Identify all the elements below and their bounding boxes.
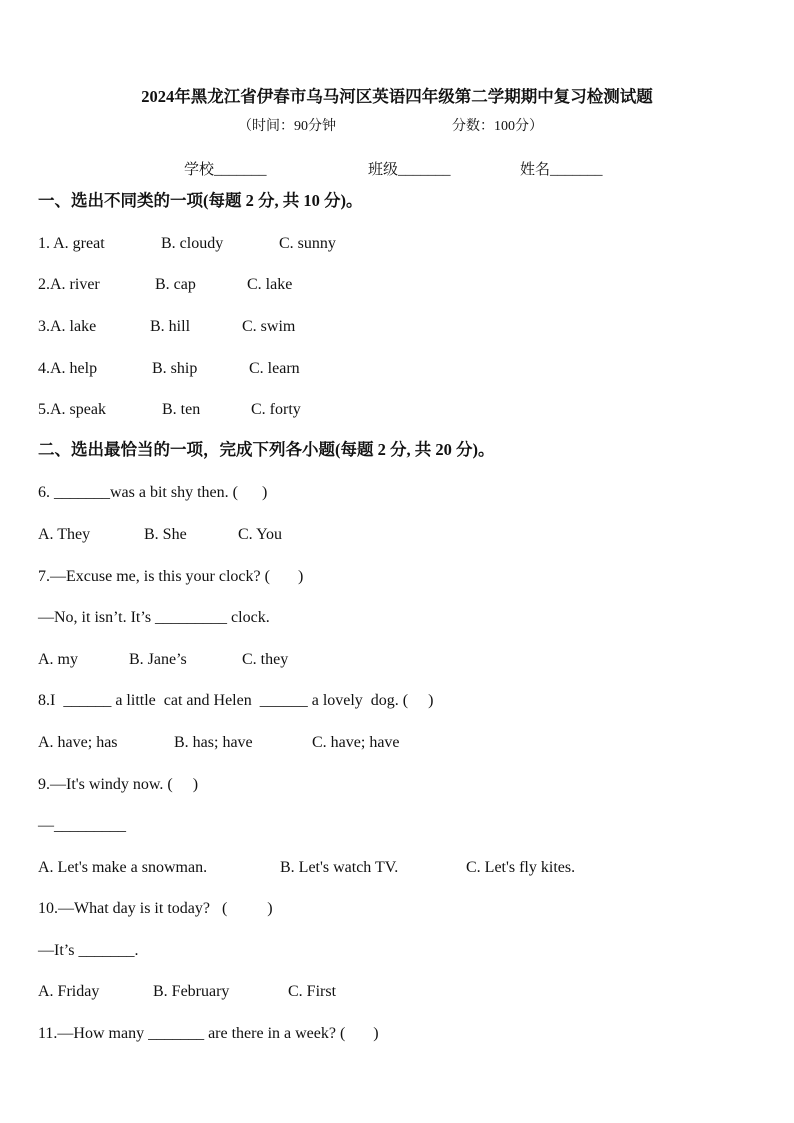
q10-answer-line: —It’s _______. (38, 942, 139, 959)
q9-option-a: A. Let's make a snowman. (38, 859, 208, 876)
q1-option-c: C. sunny (279, 235, 336, 252)
q6-stem: 6. _______was a bit shy then. ( ) (38, 484, 268, 501)
q2-option-b: B. cap (155, 276, 196, 293)
q9-option-c: C. Let's fly kites. (466, 859, 576, 876)
q3-option-b: B. hill (150, 318, 191, 335)
q7-answer-line: —No, it isn’t. It’s _________ clock. (38, 609, 270, 626)
q11-stem: 11.—How many _______ are there in a week? ( ) (38, 1025, 379, 1042)
q2-option-c: C. lake (247, 276, 293, 293)
q5-option-a: 5.A. speak (38, 401, 106, 418)
q1-option-a: 1. A. great (38, 235, 105, 252)
q2-option-a: 2.A. river (38, 276, 100, 293)
q8-option-a: A. have; has (38, 734, 118, 751)
q7-option-c: C. they (242, 651, 289, 668)
q3-option-a: 3.A. lake (38, 318, 97, 335)
q7-stem: 7.—Excuse me, is this your clock? ( ) (38, 568, 304, 585)
q10-option-a: A. Friday (38, 983, 100, 1000)
exam-score: 分数：100分） (452, 119, 543, 134)
section2-heading: 二、选出最恰当的一项，完成下列各小题(每题 2 分, 共 20 分)。 (38, 440, 495, 459)
q10-option-b: B. February (153, 983, 230, 1000)
q7-option-a: A. my (38, 651, 78, 668)
q8-option-c: C. have; have (312, 734, 400, 751)
school-field: 学校_______ (184, 162, 267, 178)
q6-option-c: C. You (238, 526, 283, 543)
section1-heading: 一、选出不同类的一项(每题 2 分, 共 10 分)。 (38, 191, 363, 210)
exam-time: （时间：90分钟 (238, 119, 336, 134)
q10-stem: 10.—What day is it today? ( ) (38, 900, 273, 917)
q1-option-b: B. cloudy (161, 235, 224, 252)
class-field: 班级_______ (368, 162, 451, 178)
q7-option-b: B. Jane’s (129, 651, 187, 668)
q4-option-b: B. ship (152, 360, 198, 377)
q9-answer-line: —_________ (38, 817, 126, 834)
name-field: 姓名_______ (520, 162, 603, 178)
q9-stem: 9.—It's windy now. ( ) (38, 776, 199, 793)
q10-option-c: C. First (288, 983, 337, 1000)
q9-option-b: B. Let's watch TV. (280, 859, 399, 876)
q3-option-c: C. swim (242, 318, 296, 335)
q4-option-c: C. learn (249, 360, 300, 377)
q4-option-a: 4.A. help (38, 360, 98, 377)
q8-stem: 8.I ______ a little cat and Helen ______ a lovely dog. ( ) (38, 692, 434, 709)
exam-title: 2024年黑龙江省伊春市乌马河区英语四年级第二学期期中复习检测试题 (141, 87, 653, 106)
q8-option-b: B. has; have (174, 734, 253, 751)
q5-option-b: B. ten (162, 401, 201, 418)
q6-option-a: A. They (38, 526, 91, 543)
q5-option-c: C. forty (251, 401, 301, 418)
q6-option-b: B. She (144, 526, 187, 543)
